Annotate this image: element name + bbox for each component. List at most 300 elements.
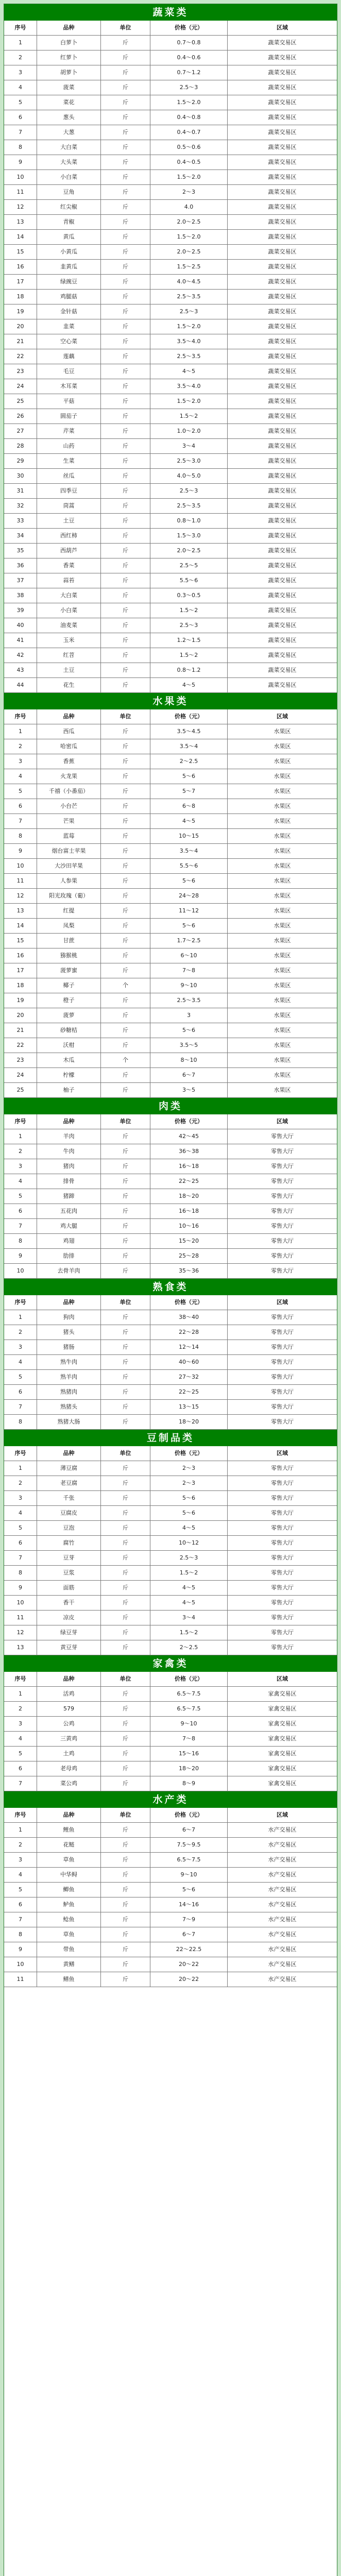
table-cell: 6 [4,799,37,814]
table-cell: 4 [4,769,37,784]
table-row [4,1853,337,1868]
table-cell: 油麦菜 [37,618,101,633]
table-cell: 大头菜 [37,155,101,170]
section-title: 家禽类 [4,1655,337,1672]
table-cell: 斤 [101,1129,150,1144]
table-cell: 三黄鸡 [37,1732,101,1747]
table-cell: 1.5～2.0 [150,230,228,245]
table-cell: 8 [4,829,37,844]
table-row [4,1234,337,1249]
table-row [4,1144,337,1159]
table-cell: 水果区 [228,829,337,844]
table-cell: 4 [4,1174,37,1189]
table-cell: 圆茄子 [37,409,101,424]
table-cell: 3 [4,65,37,80]
table-cell: 40～60 [150,1355,228,1370]
table-cell: 去骨羊肉 [37,1264,101,1279]
table-cell: 12 [4,1625,37,1640]
table-cell: 4 [4,1506,37,1521]
table-cell: 斤 [101,1491,150,1506]
table-row [4,1204,337,1219]
table-cell: 斤 [101,724,150,739]
table-cell: 斤 [101,1264,150,1279]
table-cell: 斤 [101,874,150,889]
table-cell: 3 [4,1853,37,1868]
table-cell: 斤 [101,573,150,588]
table-cell: 斤 [101,95,150,110]
table-row [4,1325,337,1340]
table-cell: 蔬菜交易区 [228,319,337,334]
table-cell: 薄豆腐 [37,1461,101,1476]
table-cell: 斤 [101,1625,150,1640]
table-row [4,1159,337,1174]
table-cell: 斤 [101,1868,150,1883]
table-cell: 2～3 [150,1476,228,1491]
table-cell: 零售大厅 [228,1219,337,1234]
table-cell: 红尖椒 [37,200,101,215]
table-cell: 斤 [101,618,150,633]
table-cell: 17 [4,963,37,978]
table-cell: 韭菜 [37,319,101,334]
table-cell: 12～14 [150,1340,228,1355]
table-cell: 斤 [101,514,150,529]
table-cell: 家禽交易区 [228,1687,337,1702]
table-row [4,155,337,170]
table-cell: 蔬菜交易区 [228,170,337,185]
table-row [4,1476,337,1491]
table-row [4,1596,337,1611]
table-cell: 0.5～0.6 [150,140,228,155]
table-cell: 1 [4,724,37,739]
table-cell: 2.5～3.5 [150,290,228,304]
column-header: 单位 [101,709,150,724]
table-cell: 水果区 [228,934,337,948]
table-cell: 木耳菜 [37,379,101,394]
table-cell: 2～2.5 [150,754,228,769]
table-cell: 木瓜 [37,1053,101,1068]
table-cell: 0.8～1.2 [150,663,228,678]
column-header: 品种 [37,1295,101,1310]
column-header: 单位 [101,1295,150,1310]
table-cell: 5～7 [150,784,228,799]
table-row [4,963,337,978]
table-cell: 蔬菜交易区 [228,469,337,484]
table-cell: 1.5～2 [150,603,228,618]
table-cell: 斤 [101,1370,150,1385]
table-cell: 蔬菜交易区 [228,125,337,140]
column-header: 品种 [37,1446,101,1461]
table-cell: 公鸡 [37,1717,101,1732]
table-cell: 豆角 [37,185,101,200]
table-cell: 斤 [101,1325,150,1340]
table-row [4,1506,337,1521]
table-cell: 斤 [101,1400,150,1415]
table-row [4,633,337,648]
table-header-row [4,709,337,724]
table-cell: 大沙田苹果 [37,859,101,874]
table-cell: 36 [4,558,37,573]
table-row [4,394,337,409]
table-cell: 27 [4,424,37,439]
table-cell: 4.0～4.5 [150,275,228,290]
table-cell: 斤 [101,1310,150,1325]
table-cell: 斤 [101,784,150,799]
table-row [4,469,337,484]
table-cell: 水果区 [228,904,337,919]
table-cell: 山药 [37,439,101,454]
table-cell: 斤 [101,663,150,678]
table-cell: 蔬菜交易区 [228,140,337,155]
table-cell: 小白菜 [37,170,101,185]
table-cell: 水果区 [228,1068,337,1083]
table-cell: 18～20 [150,1761,228,1776]
table-cell: 斤 [101,769,150,784]
table-cell: 斤 [101,155,150,170]
table-cell: 蔬菜交易区 [228,514,337,529]
table-cell: 土鸡 [37,1747,101,1761]
table-cell: 5 [4,1370,37,1385]
table-cell: 零售大厅 [228,1491,337,1506]
column-header: 价格（元） [150,21,228,36]
table-cell: 9 [4,844,37,859]
table-row [4,904,337,919]
table-row [4,919,337,934]
table-row [4,65,337,80]
table-cell: 椰子 [37,978,101,993]
table-cell: 22～25 [150,1385,228,1400]
table-cell: 32 [4,499,37,514]
table-cell: 6 [4,1385,37,1400]
table-cell: 0.4～0.5 [150,155,228,170]
table-row [4,1083,337,1098]
table-cell: 斤 [101,290,150,304]
table-row [4,934,337,948]
table-cell: 斤 [101,364,150,379]
table-cell: 家禽交易区 [228,1717,337,1732]
table-cell: 水果区 [228,1053,337,1068]
table-cell: 芒果 [37,814,101,829]
table-cell: 斤 [101,1385,150,1400]
table-cell: 蔬菜交易区 [228,185,337,200]
table-cell: 10～12 [150,1536,228,1551]
table-cell: 8 [4,1234,37,1249]
table-cell: 38 [4,588,37,603]
table-row [4,50,337,65]
table-cell: 猪肉 [37,1159,101,1174]
table-cell: 零售大厅 [228,1159,337,1174]
table-cell: 21 [4,334,37,349]
table-cell: 韭黄瓜 [37,260,101,275]
table-header-row [4,1672,337,1687]
table-header-row [4,1295,337,1310]
table-row [4,1640,337,1655]
table-cell: 6.5～7.5 [150,1687,228,1702]
table-cell: 斤 [101,1823,150,1838]
table-cell: 3 [150,1008,228,1023]
table-cell: 猪头 [37,1325,101,1340]
table-row [4,1776,337,1791]
table-cell: 4～5 [150,1596,228,1611]
table-row [4,1897,337,1912]
table-cell: 黄豆芽 [37,1640,101,1655]
table-cell: 家禽交易区 [228,1747,337,1761]
table-cell: 3 [4,1717,37,1732]
table-row [4,454,337,469]
table-cell: 斤 [101,65,150,80]
table-row [4,110,337,125]
table-cell: 5 [4,1189,37,1204]
table-cell: 12 [4,889,37,904]
table-cell: 4.0 [150,200,228,215]
table-cell: 2～3 [150,1461,228,1476]
table-cell: 蔬菜交易区 [228,573,337,588]
table-cell: 3.5～4 [150,739,228,754]
table-row [4,978,337,993]
table-row [4,859,337,874]
table-cell: 毛豆 [37,364,101,379]
table-cell: 24 [4,379,37,394]
table-cell: 6 [4,1897,37,1912]
table-cell: 3～4 [150,1611,228,1625]
table-cell: 3 [4,1491,37,1506]
table-cell: 37 [4,573,37,588]
table-cell: 千禧（小番茄） [37,784,101,799]
table-row [4,439,337,454]
column-header: 序号 [4,1295,37,1310]
table-cell: 8 [4,1566,37,1581]
table-cell: 斤 [101,1174,150,1189]
table-cell: 19 [4,304,37,319]
table-row [4,379,337,394]
table-row [4,409,337,424]
table-cell: 2 [4,1838,37,1853]
table-cell: 斤 [101,1551,150,1566]
table-cell: 鸡大腿 [37,1219,101,1234]
column-header: 品种 [37,709,101,724]
table-cell: 5 [4,784,37,799]
table-cell: 斤 [101,1838,150,1853]
table-cell: 2.0～2.5 [150,544,228,558]
table-cell: 11 [4,1611,37,1625]
table-cell: 16 [4,948,37,963]
table-cell: 27～32 [150,1370,228,1385]
table-row [4,1038,337,1053]
table-cell: 斤 [101,558,150,573]
table-cell: 豆腐皮 [37,1506,101,1521]
table-cell: 零售大厅 [228,1415,337,1430]
table-cell: 9 [4,1581,37,1596]
table-cell: 5～6 [150,1883,228,1897]
table-row [4,1838,337,1853]
table-cell: 9 [4,1249,37,1264]
table-cell: 小台芒 [37,799,101,814]
table-cell: 33 [4,514,37,529]
table-cell: 0.8～1.0 [150,514,228,529]
table-row [4,349,337,364]
table-cell: 3 [4,1159,37,1174]
table-cell: 水果区 [228,769,337,784]
table-cell: 红提 [37,904,101,919]
table-cell: 5～6 [150,1023,228,1038]
table-cell: 斤 [101,1415,150,1430]
table-cell: 25～28 [150,1249,228,1264]
table-cell: 6 [4,1536,37,1551]
table-cell: 斤 [101,948,150,963]
table-cell: 水产交易区 [228,1942,337,1957]
table-cell: 小白菜 [37,603,101,618]
table-cell: 斤 [101,1640,150,1655]
table-cell: 黄鳝 [37,1957,101,1972]
table-cell: 斤 [101,1340,150,1355]
table-cell: 3～5 [150,1083,228,1098]
table-cell: 16～18 [150,1204,228,1219]
table-cell: 水果区 [228,1008,337,1023]
table-row [4,424,337,439]
table-cell: 5～6 [150,1506,228,1521]
table-cell: 2.5～3 [150,80,228,95]
table-cell: 狗肉 [37,1310,101,1325]
table-row [4,784,337,799]
table-cell: 斤 [101,499,150,514]
table-cell: 1.5～3.0 [150,529,228,544]
table-cell: 斤 [101,1687,150,1702]
table-cell: 老豆腐 [37,1476,101,1491]
table-cell: 烟台富士苹果 [37,844,101,859]
table-row [4,1491,337,1506]
table-cell: 43 [4,663,37,678]
table-cell: 1.0～2.0 [150,424,228,439]
table-cell: 土豆 [37,514,101,529]
table-cell: 11 [4,874,37,889]
table-cell: 2.5～3 [150,304,228,319]
table-cell: 斤 [101,50,150,65]
table-row [4,36,337,50]
table-row [4,1415,337,1430]
table-cell: 斤 [101,1853,150,1868]
column-header: 单位 [101,1808,150,1823]
table-cell: 14 [4,230,37,245]
table-cell: 5～6 [150,769,228,784]
table-cell: 熟猪头 [37,1400,101,1415]
table-cell: 哈密瓜 [37,739,101,754]
table-cell: 斤 [101,1761,150,1776]
section-title: 熟食类 [4,1279,337,1295]
table-row [4,739,337,754]
table-cell: 斤 [101,334,150,349]
table-cell: 35 [4,544,37,558]
table-cell: 蔬菜交易区 [228,379,337,394]
table-row [4,663,337,678]
table-cell: 5～6 [150,874,228,889]
table-cell: 菠菜 [37,80,101,95]
table-row [4,648,337,663]
table-cell: 斤 [101,1611,150,1625]
column-header: 单位 [101,21,150,36]
table-cell: 7 [4,814,37,829]
table-row [4,1249,337,1264]
table-cell: 斤 [101,1717,150,1732]
table-row [4,1370,337,1385]
table-row [4,1687,337,1702]
table-row [4,799,337,814]
table-cell: 斤 [101,633,150,648]
table-cell: 蔬菜交易区 [228,245,337,260]
table-cell: 4～5 [150,678,228,693]
table-row [4,499,337,514]
table-cell: 蔬菜交易区 [228,230,337,245]
table-cell: 34 [4,529,37,544]
table-cell: 22～28 [150,1325,228,1340]
table-cell: 牛肉 [37,1144,101,1159]
table-cell: 火龙果 [37,769,101,784]
table-cell: 蔬菜交易区 [228,663,337,678]
table-row [4,1912,337,1927]
table-cell: 13～15 [150,1400,228,1415]
table-cell: 蔬菜交易区 [228,618,337,633]
table-cell: 鳝鱼 [37,1972,101,1987]
table-cell: 2.0～2.5 [150,245,228,260]
table-cell: 5.5～6 [150,859,228,874]
table-cell: 蔬菜交易区 [228,633,337,648]
table-cell: 斤 [101,1897,150,1912]
table-cell: 23 [4,364,37,379]
table-row [4,170,337,185]
table-cell: 1 [4,1687,37,1702]
table-cell: 水产交易区 [228,1957,337,1972]
table-cell: 2 [4,739,37,754]
table-cell: 1.5～2 [150,648,228,663]
table-cell: 家禽交易区 [228,1732,337,1747]
table-row [4,1732,337,1747]
table-cell: 斤 [101,469,150,484]
table-cell: 熟猪肉 [37,1385,101,1400]
table-row [4,829,337,844]
table-cell: 579 [37,1702,101,1717]
table-cell: 水果区 [228,919,337,934]
table-cell: 菠萝蜜 [37,963,101,978]
table-cell: 凤梨 [37,919,101,934]
table-cell: 斤 [101,1144,150,1159]
table-cell: 10～15 [150,829,228,844]
table-cell: 水果区 [228,874,337,889]
section-title: 肉类 [4,1098,337,1114]
table-cell: 水果区 [228,889,337,904]
table-cell: 柠檬 [37,1068,101,1083]
table-cell: 7～8 [150,1732,228,1747]
table-cell: 斤 [101,603,150,618]
table-cell: 红萝卜 [37,50,101,65]
table-cell: 排骨 [37,1174,101,1189]
table-cell: 水果区 [228,859,337,874]
table-cell: 斤 [101,215,150,230]
table-cell: 6 [4,110,37,125]
table-cell: 5～6 [150,1491,228,1506]
table-cell: 豆浆 [37,1566,101,1581]
table-cell: 6～10 [150,948,228,963]
table-cell: 斤 [101,1038,150,1053]
table-cell: 豆芽 [37,1551,101,1566]
table-cell: 零售大厅 [228,1596,337,1611]
table-cell: 千张 [37,1491,101,1506]
table-cell: 6.5～7.5 [150,1702,228,1717]
table-cell: 水产交易区 [228,1912,337,1927]
table-cell: 空心菜 [37,334,101,349]
table-cell: 2.5～3.5 [150,499,228,514]
table-cell: 蓝莓 [37,829,101,844]
table-cell: 6 [4,1761,37,1776]
table-cell: 老母鸡 [37,1761,101,1776]
table-cell: 斤 [101,829,150,844]
